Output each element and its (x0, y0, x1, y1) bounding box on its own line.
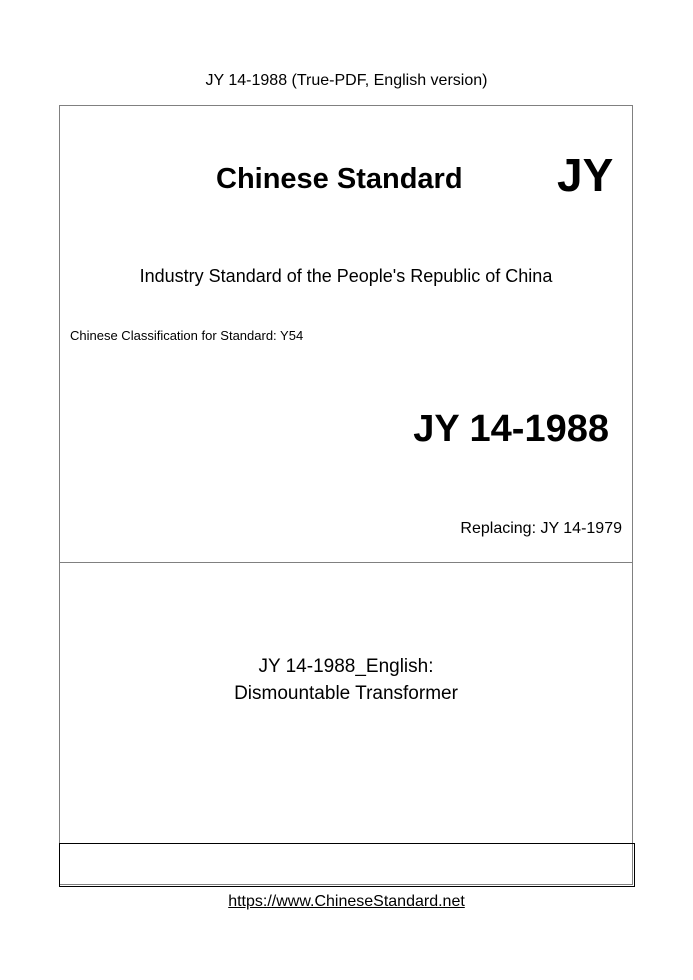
page-header: JY 14-1988 (True-PDF, English version) (205, 72, 488, 89)
footer (0, 891, 693, 913)
cover-middle-section (60, 563, 632, 843)
document-title-line-2: Dismountable Transformer (234, 683, 458, 704)
document-title-line-1: JY 14-1988_English: (258, 656, 434, 677)
cover-top-section (60, 106, 632, 563)
standard-number: JY 14-1988 (413, 408, 609, 450)
replacing-label: Replacing: JY 14-1979 (460, 520, 622, 537)
document-title (60, 653, 632, 707)
cover-bottom-box (59, 843, 635, 887)
cover-title: Chinese Standard (216, 163, 463, 195)
cover-subtitle: Industry Standard of the People's Republic of China (139, 266, 553, 286)
standard-code-mark: JY (557, 149, 614, 201)
website-link[interactable]: https://www.ChineseStandard.net (228, 893, 465, 910)
cover-frame (59, 105, 633, 885)
classification-label: Chinese Classification for Standard: Y54 (70, 328, 304, 343)
